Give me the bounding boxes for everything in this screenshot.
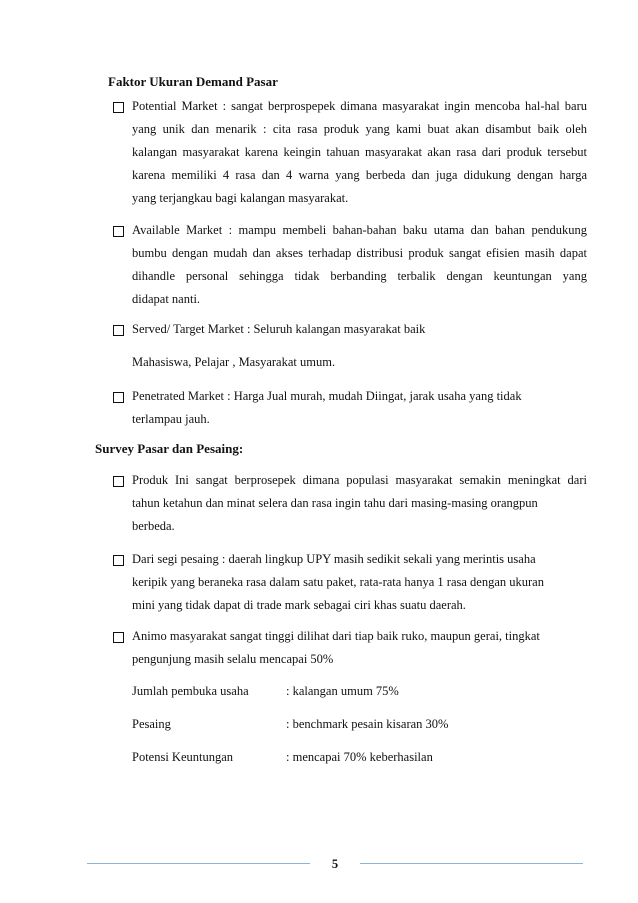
stat-label: Jumlah pembuka usaha (132, 684, 249, 698)
page-number: 5 (331, 857, 339, 871)
paragraph-line: dihandle personal sehingga tidak berbanding terbalik dengan keuntungan yang (132, 269, 587, 283)
checkbox-square-icon (113, 226, 124, 237)
paragraph-line: Potential Market : sangat berprospepek dimana masyarakat ingin mencoba hal-hal baru (132, 99, 587, 113)
paragraph-line: Produk Ini sangat berprosepek dimana populasi masyarakat semakin meningkat dari (132, 473, 587, 487)
checkbox-square-icon (113, 476, 124, 487)
paragraph-line: Available Market : mampu membeli bahan-bahan baku utama dan bahan pendukung (132, 223, 587, 237)
paragraph-line: Animo masyarakat sangat tinggi dilihat dari tiap baik ruko, maupun gerai, tingkat (132, 629, 540, 643)
paragraph-line: Dari segi pesaing : daerah lingkup UPY masih sedikit sekali yang merintis usaha (132, 552, 536, 566)
paragraph-line: keripik yang beraneka rasa dalam satu paket, rata-rata hanya 1 rasa dengan ukuran (132, 575, 544, 589)
stat-row-potensi-keuntungan (132, 750, 592, 765)
checkbox-square-icon (113, 102, 124, 113)
stat-value: : kalangan umum 75% (286, 684, 399, 698)
bullet-item-animo-masyarakat (113, 629, 583, 675)
section-heading-faktor-ukuran: Faktor Ukuran Demand Pasar (108, 74, 278, 89)
bullet-item-penetrated-market (113, 389, 583, 435)
footer-rule-left (87, 863, 310, 864)
paragraph-line: Served/ Target Market : Seluruh kalangan masyarakat baik (132, 322, 426, 336)
stat-row-pesaing (132, 717, 592, 732)
paragraph-line: tahun ketahun dan minat selera dan rasa ingin tahu dari masing-masing orangpun (132, 496, 538, 510)
paragraph-line: yang terjangkau bagi kalangan masyarakat. (132, 191, 349, 205)
paragraph-line: karena memiliki 4 rasa dan 4 warna yang berbeda dan juga didukung dengan harga (132, 168, 587, 182)
paragraph-line: terlampau jauh. (132, 412, 210, 426)
bullet-item-segi-pesaing (113, 552, 583, 621)
paragraph-line: Mahasiswa, Pelajar , Masyarakat umum. (132, 355, 336, 369)
paragraph-line: Penetrated Market : Harga Jual murah, mudah Diingat, jarak usaha yang tidak (132, 389, 522, 403)
bullet-item-available-market (113, 223, 587, 315)
stat-row-jumlah-pembuka-usaha (132, 684, 592, 699)
stat-label: Potensi Keuntungan (132, 750, 234, 764)
paragraph-line: pengunjung masih selalu mencapai 50% (132, 652, 334, 666)
checkbox-square-icon (113, 325, 124, 336)
bullet-item-potential-market (113, 99, 587, 214)
paragraph-line: berbeda. (132, 519, 175, 533)
section-heading-survey-pasar: Survey Pasar dan Pesaing: (95, 441, 244, 456)
checkbox-square-icon (113, 632, 124, 643)
checkbox-square-icon (113, 555, 124, 566)
paragraph-line: kalangan masyarakat karena keingin tahuan masyarakat akan rasa dari produk tersebut (132, 145, 587, 159)
bullet-item-produk-prospek (113, 473, 587, 542)
paragraph-line: bumbu dengan mudah dan akses terhadap distribusi produk sangat efisien masih dapat (132, 246, 587, 260)
stat-value: : mencapai 70% keberhasilan (286, 750, 433, 764)
footer-rule-right (360, 863, 583, 864)
stat-value: : benchmark pesain kisaran 30% (286, 717, 449, 731)
bullet-item-served-target-market (113, 322, 583, 378)
stat-label: Pesaing (132, 717, 171, 731)
paragraph-line: mini yang tidak dapat di trade mark sebagai ciri khas suatu daerah. (132, 598, 466, 612)
paragraph-line: didapat nanti. (132, 292, 201, 306)
checkbox-square-icon (113, 392, 124, 403)
paragraph-line: yang unik dan menarik : cita rasa produk yang kami buat akan disambut baik oleh (132, 122, 587, 136)
